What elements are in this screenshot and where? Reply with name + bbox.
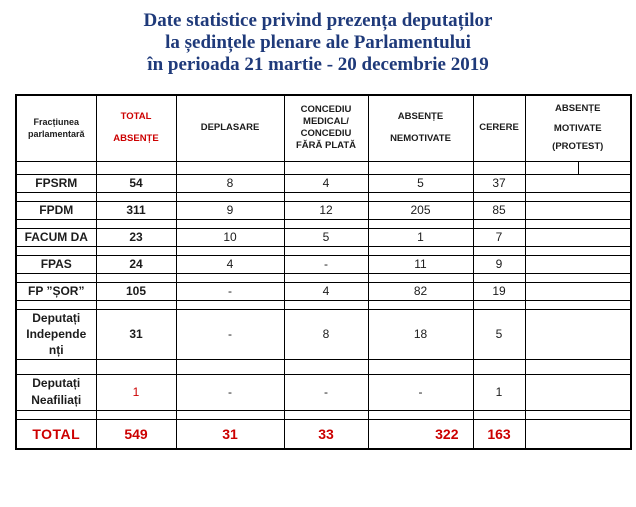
header-motivate-line3: (PROTEST) <box>552 141 604 153</box>
row-total: 1 <box>96 374 176 410</box>
row-cerere: 7 <box>473 228 525 246</box>
spacer-row <box>16 246 631 255</box>
row-concediu: 4 <box>284 174 368 192</box>
spacer-row <box>16 273 631 282</box>
row-total: 105 <box>96 282 176 300</box>
row-deplasare: 9 <box>176 201 284 219</box>
header-motivate-line2: MOTIVATE <box>553 123 602 135</box>
row-nemotivate: 18 <box>368 309 473 359</box>
header-total-line1: TOTAL <box>120 111 152 123</box>
title-line-2: la ședințele plenare ale Parlamentului <box>165 32 471 53</box>
row-fraction-name: FACUM DA <box>16 228 96 246</box>
row-deplasare: - <box>176 374 284 410</box>
row-total: 23 <box>96 228 176 246</box>
row-fraction-name <box>16 309 96 359</box>
row-fraction-name: FP ”ȘOR” <box>16 282 96 300</box>
spacer-row <box>16 300 631 309</box>
header-nemotivate-line1: ABSENȚE <box>397 111 444 123</box>
row-nemotivate: 1 <box>368 228 473 246</box>
row-name-line1: Deputați <box>32 376 81 390</box>
row-nemotivate: 82 <box>368 282 473 300</box>
row-nemotivate: 205 <box>368 201 473 219</box>
row-cerere: 5 <box>473 309 525 359</box>
header-concediu: CONCEDIU MEDICAL/ CONCEDIU FĂRĂ PLATĂ <box>284 95 368 161</box>
row-nemotivate: - <box>368 374 473 410</box>
row-cerere: 37 <box>473 174 525 192</box>
total-deplasare: 31 <box>176 419 284 449</box>
total-nemotivate: 322 <box>368 419 473 449</box>
row-total: 24 <box>96 255 176 273</box>
table-row <box>16 228 631 246</box>
row-deplasare: - <box>176 309 284 359</box>
total-concediu: 33 <box>284 419 368 449</box>
header-motivate-line1: ABSENȚE <box>555 103 601 115</box>
row-name-line3: nți <box>48 343 64 357</box>
row-concediu: 8 <box>284 309 368 359</box>
header-row <box>16 95 631 161</box>
row-protest <box>525 282 631 300</box>
header-deplasare: DEPLASARE <box>176 95 284 161</box>
header-absente-motivate <box>525 95 631 161</box>
title-line-3: în perioada 21 martie - 20 decembrie 2019 <box>147 54 489 75</box>
row-cerere: 1 <box>473 374 525 410</box>
row-name-line1: Deputați <box>32 311 81 325</box>
header-cerere: CERERE <box>473 95 525 161</box>
row-protest <box>525 228 631 246</box>
spacer-row <box>16 410 631 419</box>
row-deplasare: 4 <box>176 255 284 273</box>
row-protest <box>525 174 631 192</box>
header-nemotivate-line2: NEMOTIVATE <box>390 133 451 145</box>
table-row <box>16 174 631 192</box>
row-total: 54 <box>96 174 176 192</box>
row-protest <box>525 255 631 273</box>
row-concediu: - <box>284 374 368 410</box>
row-protest <box>525 309 631 359</box>
row-cerere: 85 <box>473 201 525 219</box>
total-cerere: 163 <box>473 419 525 449</box>
row-concediu: 12 <box>284 201 368 219</box>
table-row <box>16 309 631 359</box>
row-deplasare: 8 <box>176 174 284 192</box>
row-total: 31 <box>96 309 176 359</box>
row-nemotivate: 11 <box>368 255 473 273</box>
row-fraction-name: FPSRM <box>16 174 96 192</box>
row-concediu: 4 <box>284 282 368 300</box>
row-cerere: 9 <box>473 255 525 273</box>
row-deplasare: - <box>176 282 284 300</box>
row-protest <box>525 201 631 219</box>
row-fraction-name <box>16 374 96 410</box>
row-deplasare: 10 <box>176 228 284 246</box>
table-row <box>16 255 631 273</box>
title-line-1: Date statistice privind prezența deputaților <box>143 10 493 31</box>
row-fraction-name: FPAS <box>16 255 96 273</box>
table-row <box>16 201 631 219</box>
spacer-row <box>16 359 631 374</box>
total-row <box>16 419 631 449</box>
row-name-line2: Independe <box>26 327 87 341</box>
spacer-row <box>16 192 631 201</box>
total-protest <box>525 419 631 449</box>
statistics-table <box>15 94 632 450</box>
row-cerere: 19 <box>473 282 525 300</box>
spacer-row <box>16 161 631 174</box>
total-label: TOTAL <box>16 419 96 449</box>
row-concediu: - <box>284 255 368 273</box>
total-absente: 549 <box>96 419 176 449</box>
header-fraction: Fracțiunea parlamentară <box>16 95 96 161</box>
document-title <box>0 10 636 76</box>
table-row <box>16 282 631 300</box>
row-total: 311 <box>96 201 176 219</box>
row-name-line2: Neafiliați <box>31 393 82 407</box>
spacer-row <box>16 219 631 228</box>
header-total-line2: ABSENȚE <box>113 133 159 145</box>
row-protest <box>525 374 631 410</box>
row-nemotivate: 5 <box>368 174 473 192</box>
header-total-absente <box>96 95 176 161</box>
table-row <box>16 374 631 410</box>
row-fraction-name: FPDM <box>16 201 96 219</box>
row-concediu: 5 <box>284 228 368 246</box>
header-absente-nemotivate <box>368 95 473 161</box>
